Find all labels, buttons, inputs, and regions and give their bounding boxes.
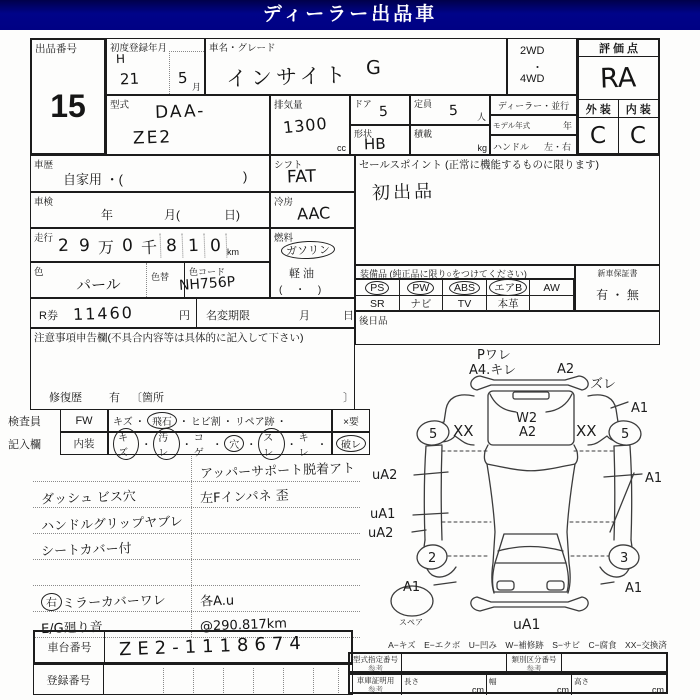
fuel-paren: ( ・ ) bbox=[279, 285, 322, 296]
reg-divider bbox=[283, 668, 284, 693]
rticket-label: R券 bbox=[39, 310, 58, 322]
car-name-label: 車名・グレード bbox=[209, 43, 276, 54]
shaken-cell bbox=[30, 192, 270, 228]
note-text: 各A.u bbox=[199, 593, 235, 610]
displacement-value: 1300 bbox=[282, 113, 329, 138]
length-cell bbox=[402, 675, 487, 695]
recolor-label: 色替 bbox=[151, 272, 170, 282]
lot-number-label: 出品番号 bbox=[35, 43, 77, 55]
mileage-unit: km bbox=[227, 247, 239, 257]
later-items-box bbox=[355, 311, 660, 345]
note-right bbox=[192, 482, 360, 507]
capacity-unit: 人 bbox=[476, 112, 486, 122]
note-text: ハンドルグリップヤブレ bbox=[40, 514, 183, 535]
registration-number-label: 登録番号 bbox=[34, 665, 104, 694]
class-number-ref: 参考 bbox=[526, 664, 542, 674]
equip-item bbox=[400, 296, 444, 312]
repair-history-open: 〔箇所 bbox=[131, 392, 164, 404]
fuel-label: 燃料 bbox=[274, 233, 294, 244]
fw-item: リペア跡 bbox=[234, 417, 275, 428]
equipment-grid bbox=[355, 279, 575, 311]
dealer-parallel-cell: ディーラー・並行 bbox=[490, 95, 577, 115]
drive-2wd: 2WD bbox=[520, 45, 545, 57]
rear-bumper-shape bbox=[471, 597, 588, 611]
mileage-digit: 0 bbox=[205, 234, 228, 259]
history-label: 車歴 bbox=[34, 160, 54, 171]
notice-box bbox=[30, 328, 355, 410]
height-label: 高さ bbox=[574, 677, 589, 686]
note-left bbox=[33, 482, 192, 507]
interior-grade: C bbox=[629, 122, 647, 150]
color-code-value: NH756P bbox=[178, 274, 236, 294]
annotation-right-rear: A1 bbox=[625, 581, 643, 596]
model-year-unit: 年 bbox=[562, 121, 572, 131]
car-name-cell bbox=[205, 38, 507, 95]
garage-label-cell bbox=[350, 675, 402, 695]
garage-ref: 参考 bbox=[368, 685, 383, 695]
type-number-value-cell bbox=[402, 654, 507, 674]
equip-item bbox=[356, 296, 400, 312]
ext-int-values bbox=[579, 118, 658, 154]
separator: ・ bbox=[286, 440, 297, 451]
rticket-value: 11460 bbox=[72, 302, 135, 325]
mileage-label: 走行 bbox=[34, 233, 54, 244]
interior-item: キレ bbox=[298, 432, 309, 459]
equip-item bbox=[443, 280, 487, 296]
first-reg-month: 5 bbox=[177, 68, 188, 88]
annotation-rear-bumper: uA1 bbox=[513, 617, 541, 633]
name-change-label: 名変期限 bbox=[206, 310, 250, 322]
separator: ・ bbox=[246, 440, 257, 451]
sheet-title: ディーラー出品車 bbox=[0, 0, 700, 30]
handle-label: ハンドル bbox=[493, 142, 530, 152]
rticket-divider bbox=[196, 299, 197, 327]
model-code-label: 型式 bbox=[110, 100, 130, 111]
color-value: パール bbox=[75, 275, 122, 295]
annotation-hood-w2: W2 bbox=[516, 411, 538, 426]
length-unit: cm bbox=[472, 684, 484, 695]
right-door-shape bbox=[614, 445, 632, 540]
displacement-cell bbox=[270, 95, 350, 155]
reg-divider bbox=[223, 668, 224, 693]
spare-label: スペア bbox=[399, 618, 423, 627]
mileage-digit: 9 bbox=[78, 235, 91, 257]
width-label: 幅 bbox=[489, 677, 497, 686]
model-code-cell bbox=[106, 95, 270, 155]
first-reg-year: 21 bbox=[119, 69, 140, 89]
warranty-label: 新車保証書 bbox=[597, 269, 638, 278]
garage-label: 車庫証明用 bbox=[356, 676, 395, 685]
reg-divider bbox=[193, 668, 194, 693]
shape-value: HB bbox=[363, 134, 386, 154]
note-left bbox=[33, 560, 192, 585]
equip-item bbox=[487, 296, 531, 312]
mileage-digit: 0 bbox=[121, 235, 134, 257]
interior-item: スレ bbox=[258, 428, 284, 460]
warranty-cell bbox=[575, 265, 660, 311]
history-close: ) bbox=[243, 169, 248, 184]
height-unit: cm bbox=[652, 684, 664, 695]
mileage-digit: 万 bbox=[97, 237, 115, 257]
interior-item: 汚レ bbox=[153, 428, 179, 460]
annotation-p-crack: Pワレ bbox=[477, 348, 511, 363]
annotation-left-door-1: uA2 bbox=[372, 468, 398, 483]
displacement-unit: cc bbox=[337, 143, 346, 153]
history-cell bbox=[30, 155, 270, 192]
note-text: ミラーカバーワレ bbox=[61, 593, 167, 612]
load-unit: kg bbox=[477, 143, 487, 153]
equip-airbag: エアB bbox=[489, 279, 527, 296]
name-change-day: 日 bbox=[343, 310, 354, 322]
handle-cell bbox=[490, 135, 577, 155]
capacity-cell bbox=[410, 95, 490, 125]
drive-type-cell bbox=[507, 38, 577, 95]
equip-item bbox=[530, 280, 574, 296]
color-cell bbox=[30, 262, 270, 298]
equipment-label: 装備品 (純正品に限り○をつけてください) bbox=[360, 269, 527, 279]
exterior-label: 外 装 bbox=[579, 100, 619, 117]
note-row bbox=[33, 482, 360, 508]
fw-item: キズ bbox=[113, 417, 133, 428]
note-text: シートカバー付 bbox=[40, 541, 132, 560]
annotation-zure: ズレ bbox=[590, 377, 617, 392]
note-row bbox=[33, 560, 360, 586]
note-right bbox=[192, 560, 360, 585]
equip-aw: AW bbox=[543, 281, 560, 294]
name-change-month: 月 bbox=[299, 310, 310, 322]
note-row bbox=[33, 508, 360, 534]
fw-item: 飛石 bbox=[147, 412, 177, 429]
type-number-label-cell bbox=[350, 654, 402, 674]
car-grade-value: G bbox=[365, 56, 382, 80]
shape-label: 形状 bbox=[354, 129, 373, 139]
interior-grade-wrap bbox=[619, 118, 659, 154]
mileage-digit: 1 bbox=[183, 234, 206, 259]
first-reg-month-box bbox=[169, 51, 204, 94]
color-label: 色 bbox=[34, 267, 44, 278]
load-cell bbox=[410, 125, 490, 155]
annotation-right-fender: A1 bbox=[631, 401, 649, 416]
damage-legend: A−キズ E−エクボ U−凹み W−補修跡 S−サビ C−腐食 XX−交換済 bbox=[388, 640, 667, 650]
fw-end-item: ×要 bbox=[343, 417, 359, 428]
width-cell bbox=[487, 675, 572, 695]
note-text: E/G廻り音 bbox=[40, 619, 103, 638]
equip-leather: 本革 bbox=[497, 298, 519, 310]
exterior-grade-wrap bbox=[579, 118, 619, 154]
annotation-bumper-left: A4.キレ bbox=[469, 363, 517, 378]
repair-history-value: 有 bbox=[109, 392, 120, 404]
reg-divider bbox=[313, 668, 314, 693]
equip-sr: SR bbox=[370, 297, 385, 310]
ac-label: 冷房 bbox=[274, 197, 294, 208]
annotation-xx-left: XX bbox=[453, 422, 474, 440]
model-code-2: ZE2 bbox=[132, 127, 173, 149]
score-box bbox=[577, 38, 660, 155]
equipment-header bbox=[355, 265, 575, 279]
note-row bbox=[33, 534, 360, 560]
shape-cell bbox=[350, 125, 410, 155]
interior-item: 穴 bbox=[224, 435, 244, 452]
note-left bbox=[33, 456, 192, 481]
chassis-number-box bbox=[33, 630, 353, 664]
first-reg-era: H bbox=[115, 51, 126, 67]
ext-int-header bbox=[579, 99, 658, 118]
mileage-cell bbox=[30, 228, 270, 262]
door-cell bbox=[350, 95, 410, 125]
model-code-1: DAA- bbox=[154, 101, 206, 123]
first-reg-month-unit: 月 bbox=[191, 82, 201, 92]
sales-point-value: 初出品 bbox=[371, 180, 436, 205]
class-number-value-cell bbox=[562, 654, 666, 674]
tire-depth-rr: 3 bbox=[620, 551, 629, 566]
first-registration-label: 初度登録年月 bbox=[110, 43, 168, 54]
shaken-day: 日) bbox=[224, 208, 240, 222]
exterior-grade: C bbox=[589, 122, 607, 150]
note-text: アッパーサポート脱着アト bbox=[199, 461, 356, 482]
reg-divider bbox=[163, 668, 164, 693]
note-row bbox=[33, 456, 360, 482]
separator: ・ bbox=[276, 417, 287, 428]
score-value: RA bbox=[599, 61, 638, 95]
annotation-xx-right: XX bbox=[576, 422, 597, 440]
history-value: 自家用 ・( bbox=[63, 172, 123, 187]
notice-label: 注意事項申告欄(不具合内容等は具体的に記入して下さい) bbox=[34, 332, 304, 344]
class-number-label: 類別区分番号 bbox=[511, 655, 557, 664]
repair-history-label: 修復歴 bbox=[49, 392, 82, 404]
damage-diagram bbox=[358, 345, 698, 642]
fuel-cell bbox=[270, 228, 355, 298]
note-right bbox=[192, 456, 360, 481]
type-number-table bbox=[348, 652, 668, 673]
separator: ・ bbox=[317, 440, 328, 451]
displacement-label: 排気量 bbox=[274, 100, 303, 111]
interior-item: キズ bbox=[113, 428, 139, 460]
annotation-right-door: A1 bbox=[645, 471, 663, 486]
ac-cell bbox=[270, 192, 355, 228]
chassis-number-label: 車台番号 bbox=[35, 632, 105, 662]
notes-area bbox=[33, 456, 360, 638]
note-circled-right: 右 bbox=[41, 593, 63, 612]
chassis-number-value: ZE2-1118674 bbox=[118, 632, 308, 661]
color-divider bbox=[146, 263, 147, 297]
separator: ・ bbox=[222, 417, 233, 428]
load-label: 積載 bbox=[414, 129, 433, 139]
note-row bbox=[33, 586, 360, 612]
lot-number-cell bbox=[30, 38, 106, 155]
equip-navi: ナビ bbox=[410, 298, 432, 310]
separator: ・ bbox=[134, 417, 145, 428]
interior-items-cell bbox=[108, 432, 332, 459]
drive-4wd: 4WD bbox=[520, 73, 545, 85]
annotation-left-door-2: uA1 bbox=[370, 507, 396, 522]
fw-cell: FW bbox=[60, 409, 108, 432]
separator: ・ bbox=[141, 440, 152, 451]
equip-pw: PW bbox=[407, 281, 434, 295]
warranty-value: 有 ・ 無 bbox=[596, 288, 639, 302]
note-right bbox=[192, 534, 360, 559]
annotation-hood-a2: A2 bbox=[519, 425, 537, 440]
tire-depth-rl: 2 bbox=[428, 551, 437, 566]
note-left bbox=[33, 508, 192, 533]
handle-value: 左・右 bbox=[543, 142, 571, 152]
inspector-label: 検査員 bbox=[8, 416, 41, 428]
sales-point-label: セールスポイント (正常に機能するものに限ります) bbox=[359, 159, 599, 171]
separator: ・ bbox=[212, 440, 223, 451]
separator: ・ bbox=[178, 417, 189, 428]
shaken-label: 車検 bbox=[34, 197, 54, 208]
garage-table bbox=[348, 673, 668, 694]
note-left bbox=[33, 534, 192, 559]
drive-dot: ・ bbox=[532, 62, 543, 74]
rticket-unit: 円 bbox=[179, 310, 190, 322]
tire-depth-fl: 5 bbox=[429, 427, 438, 442]
annotation-bumper-right: A2 bbox=[557, 362, 575, 377]
repair-history-close: 〕 bbox=[343, 392, 354, 404]
ac-value: AAC bbox=[296, 203, 331, 224]
model-year-label: モデル年式 bbox=[493, 121, 531, 130]
color-code-label: 色コード bbox=[189, 267, 226, 277]
note-text: ダッシュ ビス穴 bbox=[40, 489, 137, 508]
class-number-label-cell bbox=[507, 654, 562, 674]
front-bumper-shape bbox=[471, 376, 588, 390]
equip-item bbox=[356, 280, 400, 296]
length-label: 長さ bbox=[404, 677, 419, 686]
door-value: 5 bbox=[378, 103, 389, 121]
note-right bbox=[192, 508, 360, 533]
fuel-diesel: 軽 油 bbox=[289, 268, 315, 280]
first-registration-cell bbox=[106, 38, 205, 95]
equip-item bbox=[487, 280, 531, 296]
annotation-left-door-3: uA2 bbox=[368, 526, 394, 541]
interior-item: コゲ bbox=[193, 432, 204, 459]
lot-number-value: 15 bbox=[50, 88, 86, 124]
later-items-label: 後日品 bbox=[359, 316, 388, 327]
score-value-wrap bbox=[579, 57, 658, 99]
mileage-digits bbox=[53, 234, 227, 258]
reg-divider bbox=[338, 668, 339, 693]
mileage-digit: 8 bbox=[161, 234, 184, 259]
type-number-ref: 参考 bbox=[368, 664, 383, 674]
height-cell bbox=[572, 675, 666, 695]
registration-number-box bbox=[33, 664, 353, 695]
rticket-row bbox=[30, 298, 355, 328]
equip-abs: ABS bbox=[449, 281, 480, 295]
shaken-year: 年 bbox=[101, 208, 114, 222]
width-unit: cm bbox=[557, 684, 569, 695]
capacity-value: 5 bbox=[448, 102, 459, 120]
note-text: @290.817km bbox=[199, 616, 288, 635]
interior-label: 内 装 bbox=[625, 103, 651, 116]
equip-item bbox=[530, 296, 574, 312]
equip-item bbox=[400, 280, 444, 296]
fuel-gasoline: ガソリン bbox=[281, 240, 336, 260]
interior-cell: 内装 bbox=[60, 432, 108, 455]
equip-tv: TV bbox=[457, 297, 472, 310]
entry-column-label: 記入欄 bbox=[8, 439, 41, 451]
tire-depth-fr: 5 bbox=[621, 427, 630, 442]
note-left bbox=[33, 586, 192, 611]
reg-divider bbox=[253, 668, 254, 693]
note-right bbox=[192, 586, 360, 611]
mileage-digit: 千 bbox=[138, 234, 162, 259]
shift-label: シフト bbox=[274, 160, 303, 171]
left-door-shape bbox=[424, 445, 442, 540]
note-text: 左Fインパネ 歪 bbox=[199, 488, 290, 507]
equip-item bbox=[443, 296, 487, 312]
annotation-left-rear: A1 bbox=[403, 580, 421, 595]
sales-point-box bbox=[355, 155, 660, 265]
door-label: ドア bbox=[354, 99, 372, 109]
type-number-label: 型式指定番号 bbox=[353, 655, 398, 664]
shift-value: FAT bbox=[286, 166, 317, 188]
separator: ・ bbox=[181, 440, 192, 451]
interior-end-item: 破レ bbox=[336, 435, 366, 452]
car-name-value: インサイト bbox=[225, 62, 350, 92]
shaken-month: 月( bbox=[164, 208, 180, 222]
equip-ps: PS bbox=[365, 281, 389, 295]
fw-item: ヒビ割 bbox=[190, 417, 221, 428]
capacity-label: 定員 bbox=[414, 99, 433, 109]
shift-cell bbox=[270, 155, 355, 192]
model-year-cell bbox=[490, 115, 577, 135]
mileage-digit: 2 bbox=[57, 235, 70, 257]
windshield-shape bbox=[484, 445, 577, 471]
score-label: 評 価 点 bbox=[579, 40, 658, 57]
